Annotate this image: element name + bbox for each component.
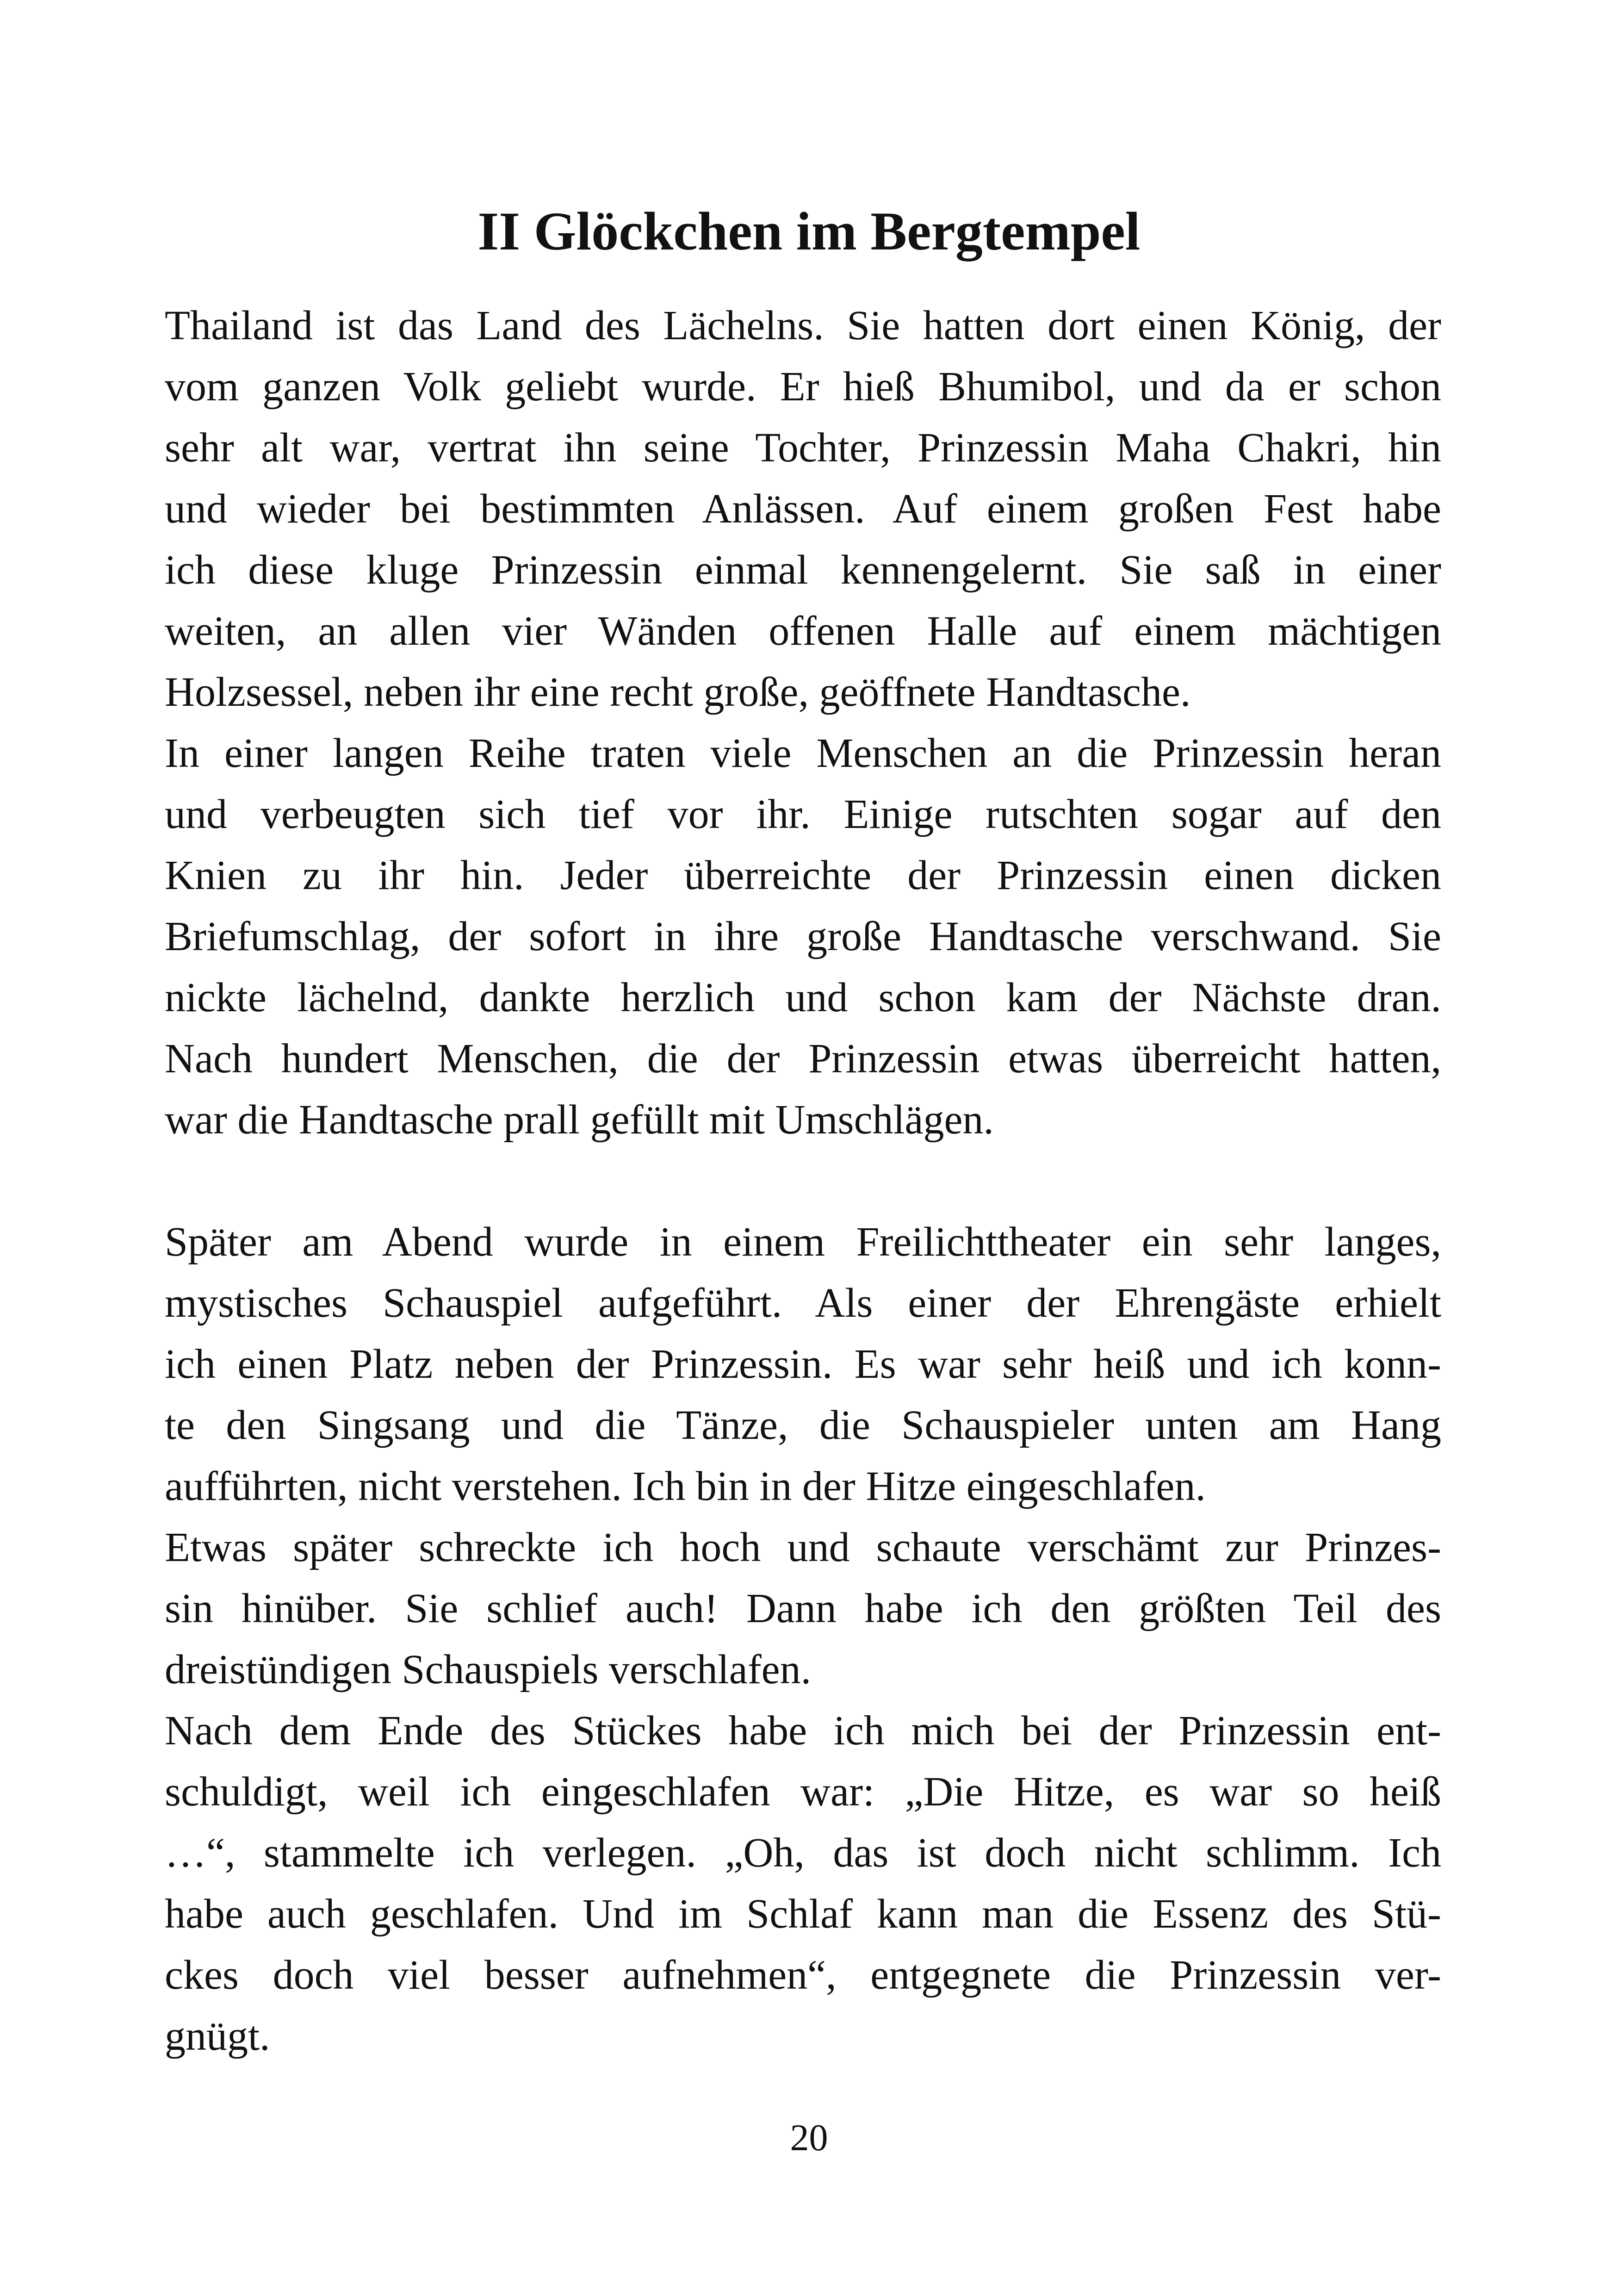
text-line: schuldigt, weil ich eingeschlafen war: „Die Hitze, es war so heiß	[165, 1769, 1441, 1815]
text-line: Später am Abend wurde in einem Freilichttheater ein sehr langes,	[165, 1219, 1441, 1265]
text-line: ich einen Platz neben der Prinzessin. Es war sehr heiß und ich konn-	[165, 1341, 1441, 1387]
text-line: und verbeugten sich tief vor ihr. Einige rutschten sogar auf den	[165, 791, 1441, 837]
text-line: Nach dem Ende des Stückes habe ich mich bei der Prinzessin ent-	[165, 1708, 1441, 1754]
text-line: ich diese kluge Prinzessin einmal kennengelernt. Sie saß in einer	[165, 547, 1441, 593]
text-line: Knien zu ihr hin. Jeder überreichte der Prinzessin einen dicken	[165, 852, 1441, 898]
chapter-title: II Glöckchen im Bergtempel	[477, 201, 1141, 261]
text-line: sehr alt war, vertrat ihn seine Tochter, Prinzessin Maha Chakri, hin	[165, 425, 1441, 471]
text-line: ckes doch viel besser aufnehmen“, entgegnete die Prinzessin ver-	[165, 1952, 1441, 1998]
text-line: weiten, an allen vier Wänden offenen Halle auf einem mächtigen	[165, 608, 1441, 654]
text-line: vom ganzen Volk geliebt wurde. Er hieß Bhumibol, und da er schon	[165, 364, 1441, 410]
text-line: Holzsessel, neben ihr eine recht große, geöffnete Handtasche.	[165, 669, 1191, 715]
text-line: Etwas später schreckte ich hoch und schaute verschämt zur Prinzes-	[165, 1524, 1441, 1570]
text-line: nickte lächelnd, dankte herzlich und schon kam der Nächste dran.	[165, 975, 1441, 1020]
text-line: habe auch geschlafen. Und im Schlaf kann man die Essenz des Stü-	[165, 1891, 1441, 1937]
text-line: aufführten, nicht verstehen. Ich bin in der Hitze eingeschlafen.	[165, 1463, 1206, 1509]
text-line: sin hinüber. Sie schlief auch! Dann habe ich den größten Teil des	[165, 1586, 1441, 1631]
page-number: 20	[790, 2116, 828, 2159]
text-line: Nach hundert Menschen, die der Prinzessin etwas überreicht hatten,	[165, 1036, 1441, 1082]
text-line: Thailand ist das Land des Lächelns. Sie hatten dort einen König, der	[165, 303, 1441, 348]
text-line: mystisches Schauspiel aufgeführt. Als einer der Ehrengäste erhielt	[165, 1280, 1441, 1326]
text-line: dreistündigen Schauspiels verschlafen.	[165, 1647, 812, 1692]
text-line: Briefumschlag, der sofort in ihre große Handtasche verschwand. Sie	[165, 914, 1441, 959]
text-line: und wieder bei bestimmten Anlässen. Auf einem großen Fest habe	[165, 486, 1441, 532]
text-line: gnügt.	[165, 2013, 270, 2059]
text-line: te den Singsang und die Tänze, die Schauspieler unten am Hang	[165, 1402, 1441, 1448]
text-line: …“, stammelte ich verlegen. „Oh, das ist doch nicht schlimm. Ich	[165, 1830, 1441, 1876]
text-line: In einer langen Reihe traten viele Menschen an die Prinzessin heran	[165, 730, 1441, 776]
text-section-2	[165, 1212, 1441, 2067]
text-line: war die Handtasche prall gefüllt mit Umschlägen.	[165, 1097, 994, 1143]
text-section-1	[165, 295, 1441, 1151]
